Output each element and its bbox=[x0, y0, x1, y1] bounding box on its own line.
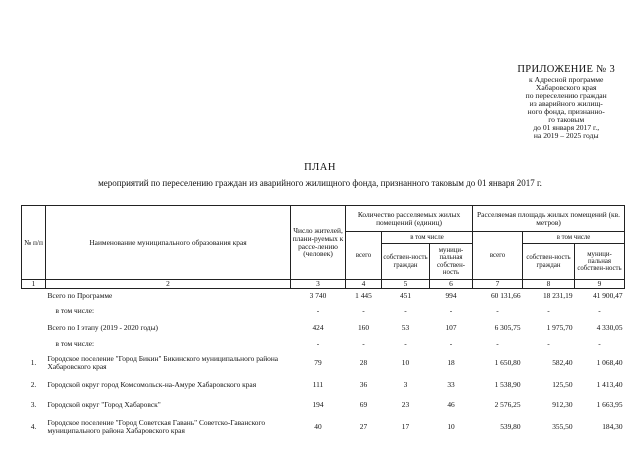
row-area-owned: 1 975,70 bbox=[546, 322, 573, 332]
row-residents: - bbox=[316, 339, 320, 349]
appendix-line: Хабаровского края bbox=[535, 82, 597, 92]
row-area-total: - bbox=[496, 339, 499, 349]
row-num bbox=[22, 319, 46, 337]
row-area-total: 539,80 bbox=[500, 421, 521, 431]
plan-title: ПЛАН bbox=[304, 162, 336, 173]
row-premises-owned: 17 bbox=[401, 421, 410, 431]
index-cell: 9 bbox=[575, 280, 625, 289]
header-premises-total: всего bbox=[346, 232, 382, 280]
row-name: Городской округ город Комсомольск-на-Амуре Хабаровского края bbox=[47, 379, 257, 389]
row-premises-owned: 451 bbox=[399, 291, 412, 301]
row-premises-total: 1 445 bbox=[355, 291, 372, 301]
row-residents: - bbox=[316, 306, 320, 316]
appendix-line: из аварийного жилищ- bbox=[529, 98, 603, 108]
index-row bbox=[22, 280, 625, 289]
index-cell: 5 bbox=[382, 280, 430, 289]
row-name: Городское поселение "Город Советская Гавань" Советско-Гаванского муниципального района Хабаровского края bbox=[47, 417, 266, 435]
row-premises-municipal: - bbox=[449, 339, 453, 349]
row-area-owned: - bbox=[547, 339, 550, 349]
row-premises-total: 36 bbox=[359, 379, 368, 389]
appendix-line: ного фонда, признанно- bbox=[527, 106, 605, 116]
row-premises-owned: - bbox=[404, 339, 407, 349]
row-area-total: 60 131,66 bbox=[490, 291, 521, 301]
row-name: Всего по Программе bbox=[47, 291, 113, 301]
row-area-total: 2 576,25 bbox=[494, 399, 521, 409]
index-cell: 2 bbox=[46, 280, 291, 289]
row-num bbox=[22, 337, 46, 352]
table-row bbox=[22, 337, 625, 352]
index-cell: 4 bbox=[346, 280, 382, 289]
row-name: в том числе: bbox=[55, 306, 95, 316]
row-premises-municipal: 33 bbox=[447, 379, 455, 389]
header-area-total: всего bbox=[473, 232, 523, 280]
row-area-owned: - bbox=[547, 306, 550, 316]
row-premises-municipal: 46 bbox=[447, 399, 455, 409]
header-premises-incl: в том числе bbox=[382, 232, 473, 244]
row-residents: 111 bbox=[312, 379, 324, 389]
row-name: Всего по I этапу (2019 - 2020 годы) bbox=[47, 322, 158, 332]
index-cell: 7 bbox=[473, 280, 523, 289]
row-premises-owned: 10 bbox=[401, 357, 410, 367]
row-name: Городской округ "Город Хабаровск" bbox=[47, 399, 161, 409]
row-num bbox=[22, 289, 46, 304]
plan-subtitle: мероприятий по переселению граждан из аварийного жилищного фонда, признанного таковым до 01 января 2017 г. bbox=[98, 178, 542, 188]
appendix-line: по переселению граждан bbox=[525, 90, 607, 100]
row-area-owned: 355,50 bbox=[552, 421, 573, 431]
row-area-municipal: 41 900,47 bbox=[592, 291, 623, 301]
appendix-title: ПРИЛОЖЕНИЕ № 3 bbox=[517, 64, 615, 75]
header-residents: Число жителей, плани-руемых к рассе-лению (человек) bbox=[291, 206, 346, 280]
header-premises-municipal: муници-пальная собствен-ность bbox=[430, 244, 473, 280]
index-cell: 6 bbox=[430, 280, 473, 289]
row-premises-municipal: - bbox=[449, 306, 453, 316]
row-num: 1. bbox=[30, 357, 37, 367]
index-cell: 8 bbox=[523, 280, 575, 289]
row-residents: 79 bbox=[314, 357, 322, 367]
row-premises-total: 27 bbox=[359, 421, 368, 431]
row-area-municipal: - bbox=[598, 339, 601, 349]
row-premises-municipal: 107 bbox=[445, 322, 457, 332]
row-area-total: 1 538,90 bbox=[494, 379, 521, 389]
row-premises-owned: 3 bbox=[403, 379, 408, 389]
row-num bbox=[22, 304, 46, 319]
row-num: 3. bbox=[30, 399, 37, 409]
row-premises-total: - bbox=[362, 339, 365, 349]
table-row bbox=[22, 304, 625, 319]
header-area-owned: собствен-ность граждан bbox=[523, 244, 575, 280]
row-premises-total: - bbox=[362, 306, 365, 316]
row-area-total: - bbox=[496, 306, 499, 316]
table-row bbox=[22, 414, 625, 440]
row-area-owned: 912,30 bbox=[552, 399, 573, 409]
row-area-municipal: 1 413,40 bbox=[596, 379, 623, 389]
table-row bbox=[22, 396, 625, 414]
table-row bbox=[22, 374, 625, 396]
row-premises-owned: 23 bbox=[401, 399, 410, 409]
row-residents: 424 bbox=[312, 322, 324, 332]
header-area-municipal: муници-пальная собствен-ность bbox=[575, 244, 625, 280]
row-area-municipal: 1 663,95 bbox=[596, 399, 623, 409]
row-premises-municipal: 18 bbox=[447, 357, 455, 367]
row-area-owned: 18 231,19 bbox=[542, 291, 573, 301]
row-premises-total: 69 bbox=[359, 399, 368, 409]
appendix-block bbox=[517, 64, 615, 140]
row-name: в том числе: bbox=[55, 339, 95, 349]
header-area-group: Расселяемая площадь жилых помещений (кв. метров) bbox=[473, 206, 625, 232]
row-area-municipal: - bbox=[598, 306, 601, 316]
row-residents: 40 bbox=[314, 421, 322, 431]
header-premises-group: Количество расселяемых жилых помещений (единиц) bbox=[346, 206, 473, 232]
row-name: Городское поселение "Город Бикин" Бикинского муниципального района Хабаровского края bbox=[47, 353, 279, 371]
index-cell: 1 bbox=[22, 280, 46, 289]
row-area-owned: 125,50 bbox=[552, 379, 573, 389]
plan-table bbox=[21, 205, 625, 440]
row-premises-owned: 53 bbox=[401, 322, 410, 332]
header-name: Наименование муниципального образования края bbox=[46, 206, 291, 280]
appendix-line: до 01 января 2017 г., bbox=[533, 122, 600, 132]
table-row bbox=[22, 319, 625, 337]
row-residents: 3 740 bbox=[309, 291, 327, 301]
row-num: 4. bbox=[30, 421, 37, 431]
row-area-total: 1 650,80 bbox=[494, 357, 521, 367]
header-premises-owned: собствен-ность граждан bbox=[382, 244, 430, 280]
row-area-municipal: 4 330,05 bbox=[596, 322, 623, 332]
row-area-total: 6 305,75 bbox=[494, 322, 521, 332]
index-cell: 3 bbox=[291, 280, 346, 289]
row-premises-owned: - bbox=[404, 306, 407, 316]
row-premises-municipal: 10 bbox=[447, 421, 455, 431]
appendix-line: к Адресной программе bbox=[529, 75, 604, 85]
header-area-incl: в том числе bbox=[523, 232, 625, 244]
row-residents: 194 bbox=[312, 399, 324, 409]
header-num: № п/п bbox=[22, 206, 46, 280]
row-area-municipal: 184,30 bbox=[602, 421, 623, 431]
appendix-line: го таковым bbox=[548, 114, 585, 124]
row-area-municipal: 1 068,40 bbox=[596, 357, 623, 367]
row-area-owned: 582,40 bbox=[552, 357, 573, 367]
row-num: 2. bbox=[30, 379, 37, 389]
table-row bbox=[22, 289, 625, 304]
row-premises-total: 28 bbox=[359, 357, 368, 367]
row-premises-municipal: 994 bbox=[445, 291, 457, 301]
row-premises-total: 160 bbox=[357, 322, 370, 332]
table-row bbox=[22, 352, 625, 374]
appendix-line: на 2019 – 2025 годы bbox=[533, 130, 599, 140]
